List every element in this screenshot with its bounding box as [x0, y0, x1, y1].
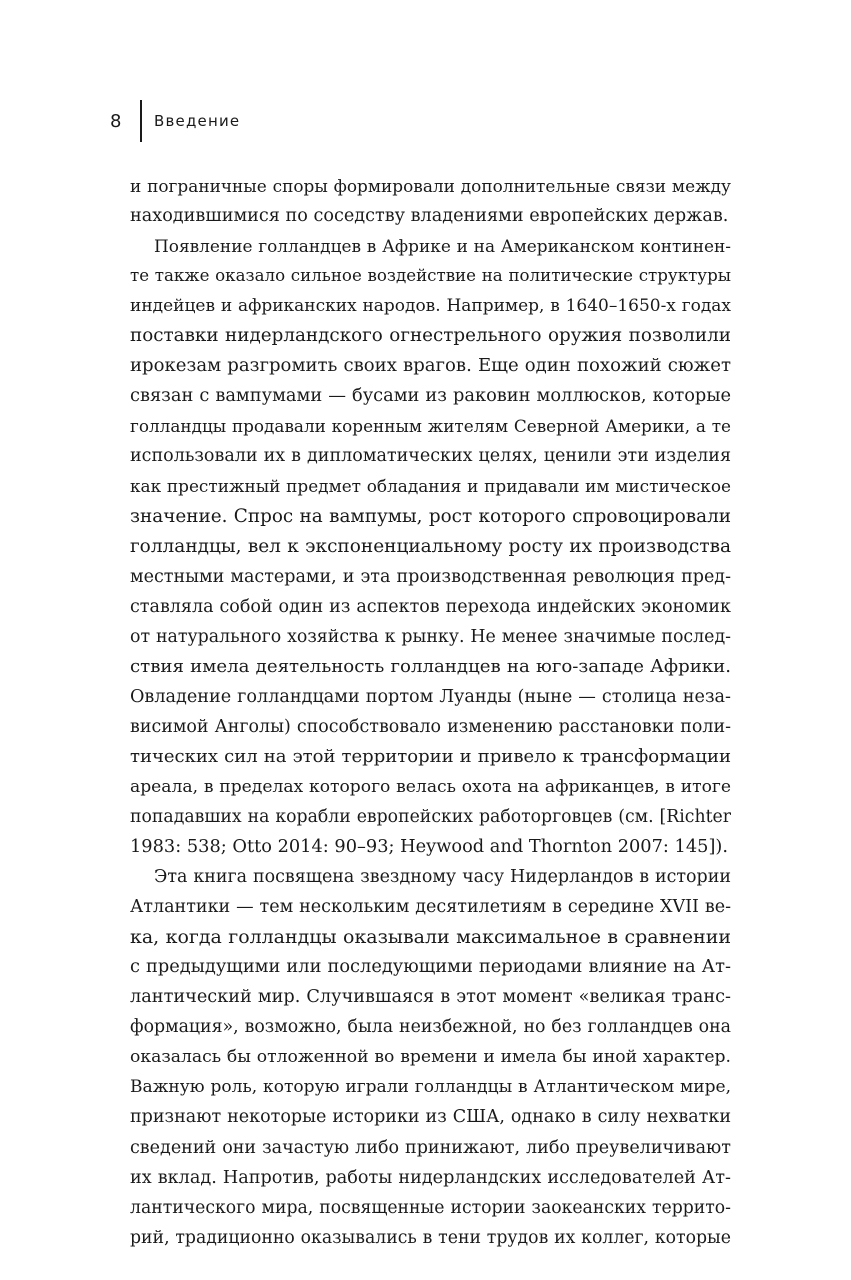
text-line: признают некоторые историки из США, однако в силу нехватки — [130, 1107, 731, 1128]
text-line: сведений они зачастую либо принижают, либо преувеличивают — [130, 1137, 731, 1158]
text-line: находившимися по соседству владениями европейских держав. — [130, 206, 729, 227]
text-line: Появление голландцев в Африке и на Американском континен- — [154, 236, 731, 257]
text-line: поставки нидерландского огнестрельного оружия позволили — [130, 325, 731, 347]
text-line: ареала, в пределах которого велась охота на африканцев, в итоге — [130, 776, 731, 797]
text-line: тических сил на этой территории и привело к трансформации — [130, 745, 731, 767]
text-line: Атлантики — тем нескольким десятилетиям в середине XVII ве- — [130, 897, 731, 918]
text-line: индейцев и африканских народов. Например, в 1640–1650-х годах — [130, 296, 731, 317]
text-line: попадавших на корабли европейских работорговцев (см. [Richter — [130, 806, 731, 827]
header-divider — [140, 100, 142, 142]
text-line: ствия имела деятельность голландцев на юго-западе Африки. — [130, 655, 731, 677]
text-line: и пограничные споры формировали дополнительные связи между — [130, 176, 731, 196]
text-line: Овладение голландцами портом Луанды (ныне — столица неза- — [130, 686, 731, 707]
page-number: 8 — [110, 110, 122, 132]
text-line: ка, когда голландцы оказывали максимальное в сравнении — [130, 926, 731, 949]
text-line: те также оказало сильное воздействие на политические структуры — [130, 266, 731, 286]
text-line: ирокезам разгромить своих врагов. Еще один похожий сюжет — [130, 355, 731, 377]
text-line: лантический мир. Случившаяся в этот момент «великая транс- — [130, 987, 731, 1008]
text-line: висимой Анголы) способствовало изменению расстановки поли- — [130, 716, 731, 737]
text-line: Важную роль, которую играли голландцы в Атлантическом мире, — [130, 1077, 731, 1098]
text-line: местными мастерами, и эта производственная революция пред- — [130, 566, 731, 587]
section-title: Введение — [154, 112, 241, 130]
text-line: голландцы, вел к экспоненциальному росту их производства — [130, 535, 731, 557]
body-text — [130, 171, 731, 1253]
text-line: 1983: 538; Otto 2014: 90–93; Heywood and Thornton 2007: 145]). — [130, 836, 728, 858]
text-line: рий, традиционно оказывались в тени трудов их коллег, которые — [130, 1227, 731, 1248]
text-line: Эта книга посвящена звездному часу Нидерландов в истории — [154, 867, 731, 888]
text-line: с предыдущими или последующими периодами влияние на Ат- — [130, 956, 731, 978]
text-line: как престижный предмет обладания и придавали им мистическое — [130, 476, 731, 497]
text-line: связан с вампумами — бусами из раковин моллюсков, которые — [130, 385, 731, 407]
text-line: лантического мира, посвященные истории заокеанских террито- — [130, 1197, 731, 1218]
text-line: значение. Спрос на вампумы, рост которого спровоцировали — [130, 505, 731, 527]
text-line: оказалась бы отложенной во времени и имела бы иной характер. — [130, 1047, 731, 1068]
running-head — [110, 103, 240, 139]
text-line: их вклад. Напротив, работы нидерландских исследователей Ат- — [130, 1167, 731, 1188]
text-line: ставляла собой один из аспектов перехода индейских экономик — [130, 596, 731, 617]
text-line: формация», возможно, была неизбежной, но без голландцев она — [130, 1017, 731, 1038]
text-line: от натурального хозяйства к рынку. Не менее значимые послед- — [130, 626, 731, 647]
text-line: использовали их в дипломатических целях, ценили эти изделия — [130, 446, 731, 467]
text-line: голландцы продавали коренным жителям Северной Америки, а те — [130, 416, 731, 437]
